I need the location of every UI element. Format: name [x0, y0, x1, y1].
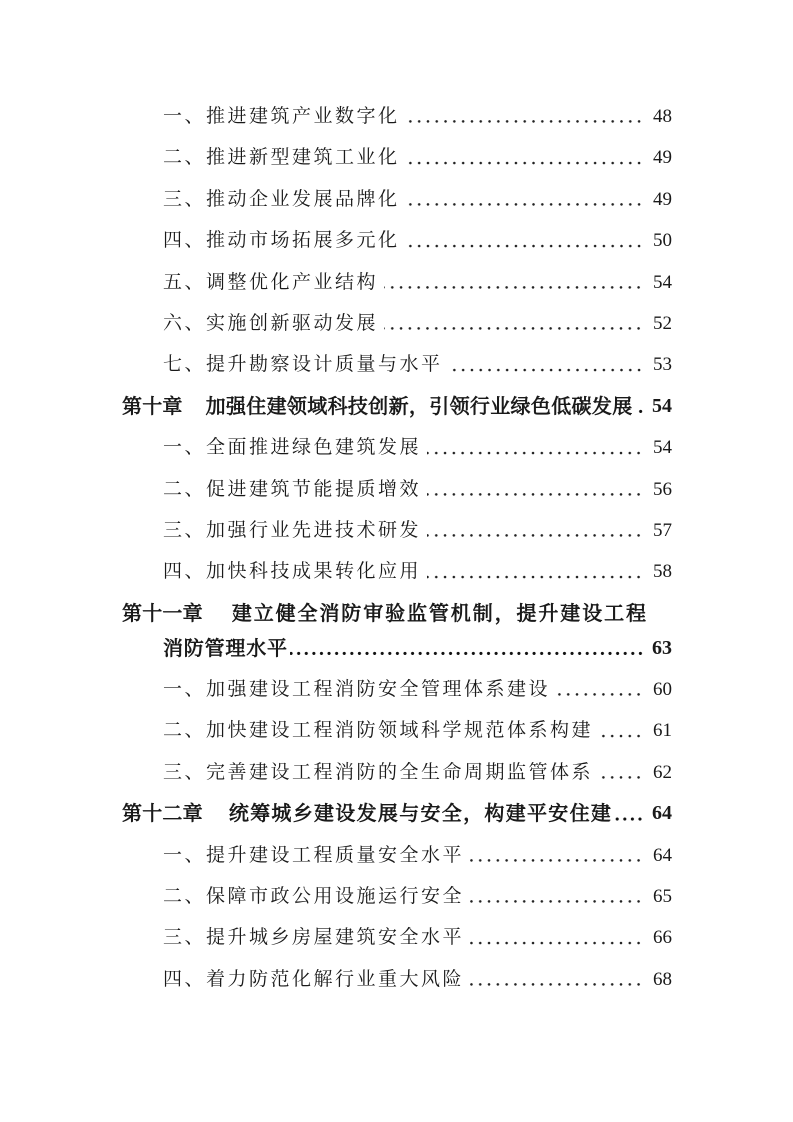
- toc-entry-title: 二、加快建设工程消防领域科学规范体系构建: [163, 719, 594, 742]
- toc-chapter-title-continued: 消防管理水平: [163, 635, 288, 660]
- dot-leader: [427, 510, 643, 551]
- toc-entry-title: 一、加强建设工程消防安全管理体系建设: [163, 678, 551, 701]
- toc-entry-title: 三、加强行业先进技术研发: [163, 518, 422, 541]
- toc-page-number: 56: [653, 478, 672, 500]
- toc-entry-title: 一、提升建设工程质量安全水平: [163, 843, 465, 866]
- table-of-contents: [122, 96, 672, 1000]
- dot-leader: [427, 551, 643, 592]
- toc-entry: [122, 220, 672, 261]
- toc-chapter: [122, 793, 672, 834]
- dot-leader: [635, 386, 644, 427]
- toc-page-number: 65: [653, 886, 672, 908]
- toc-page-number: 54: [653, 437, 672, 459]
- toc-chapter-label: 第十一章: [122, 600, 203, 625]
- dot-leader: [470, 835, 643, 876]
- dot-leader: [449, 344, 643, 385]
- toc-page-number: 49: [653, 188, 672, 210]
- toc-entry-title: 七、提升勘察设计质量与水平: [163, 353, 443, 376]
- toc-entry-title: 四、推动市场拓展多元化: [163, 229, 400, 252]
- toc-entry: [122, 262, 672, 303]
- toc-entry: [122, 917, 672, 958]
- toc-page-number: 64: [653, 844, 672, 866]
- dot-leader: [470, 917, 643, 958]
- toc-page-number: 53: [653, 354, 672, 376]
- toc-entry: [122, 959, 672, 1000]
- toc-entry-title: 六、实施创新驱动发展: [163, 311, 379, 334]
- dot-leader: [427, 469, 643, 510]
- dot-leader: [599, 752, 643, 793]
- dot-leader: [470, 959, 643, 1000]
- toc-entry-title: 五、调整优化产业结构: [163, 270, 379, 293]
- toc-entry-title: 四、加快科技成果转化应用: [163, 560, 422, 583]
- toc-page-number: 66: [653, 927, 672, 949]
- toc-entry-title: 二、推进新型建筑工业化: [163, 146, 400, 169]
- toc-entry-title: 四、着力防范化解行业重大风险: [163, 967, 465, 990]
- toc-chapter: [122, 593, 672, 669]
- toc-chapter-title: 加强住建领域科技创新，引领行业绿色低碳发展: [205, 393, 633, 418]
- toc-entry-title: 二、保障市政公用设施运行安全: [163, 885, 465, 908]
- dot-leader: [406, 179, 643, 220]
- toc-entry: [122, 510, 672, 551]
- toc-entry-title: 一、全面推进绿色建筑发展: [163, 436, 422, 459]
- toc-entry: [122, 752, 672, 793]
- toc-page-number: 48: [653, 106, 672, 127]
- toc-page-number: 57: [653, 519, 672, 541]
- dot-leader: [406, 137, 643, 178]
- toc-entry-title: 三、完善建设工程消防的全生命周期监管体系: [163, 760, 594, 783]
- dot-leader: [384, 262, 643, 303]
- dot-leader: [556, 669, 643, 710]
- toc-chapter-line: [122, 593, 672, 628]
- dot-leader: [384, 303, 643, 344]
- toc-page-number: 50: [653, 230, 672, 252]
- toc-entry: [122, 303, 672, 344]
- toc-entry: [122, 669, 672, 710]
- toc-entry: [122, 96, 672, 137]
- dot-leader: [290, 628, 644, 669]
- toc-entry-title: 二、促进建筑节能提质增效: [163, 477, 422, 500]
- dot-leader: [599, 710, 643, 751]
- toc-entry-title: 三、推动企业发展品牌化: [163, 187, 400, 210]
- dot-leader: [614, 793, 644, 834]
- toc-entry-title: 三、提升城乡房屋建筑安全水平: [163, 926, 465, 949]
- toc-chapter-title: 统筹城乡建设发展与安全，构建平安住建: [228, 801, 613, 826]
- toc-entry: [122, 179, 672, 220]
- toc-page-number: 60: [653, 679, 672, 701]
- toc-page-number: 61: [653, 720, 672, 742]
- dot-leader: [427, 427, 643, 468]
- toc-entry: [122, 344, 672, 385]
- toc-chapter-label: 第十章: [122, 393, 183, 418]
- toc-entry: [122, 427, 672, 468]
- toc-page-number: 68: [653, 968, 672, 990]
- toc-page-number: 64: [652, 802, 672, 825]
- toc-chapter-title: 建立健全消防审验监管机制，提升建设工程: [231, 600, 648, 625]
- toc-page-number: 63: [652, 636, 672, 659]
- toc-entry: [122, 710, 672, 751]
- toc-chapter: [122, 386, 672, 427]
- dot-leader: [406, 96, 643, 137]
- toc-entry: [122, 137, 672, 178]
- toc-chapter-line: [122, 628, 672, 669]
- toc-page-number: 58: [653, 561, 672, 583]
- toc-page-number: 54: [653, 271, 672, 293]
- toc-page-number: 49: [653, 147, 672, 169]
- toc-page-number: 62: [653, 761, 672, 783]
- toc-chapter-label: 第十二章: [122, 801, 203, 826]
- toc-page-number: 54: [652, 394, 672, 417]
- toc-entry: [122, 876, 672, 917]
- toc-entry: [122, 835, 672, 876]
- toc-entry: [122, 551, 672, 592]
- toc-page-number: 52: [653, 312, 672, 334]
- toc-entry: [122, 469, 672, 510]
- toc-entry-title: 一、推进建筑产业数字化: [163, 105, 400, 127]
- dot-leader: [470, 876, 643, 917]
- dot-leader: [406, 220, 643, 261]
